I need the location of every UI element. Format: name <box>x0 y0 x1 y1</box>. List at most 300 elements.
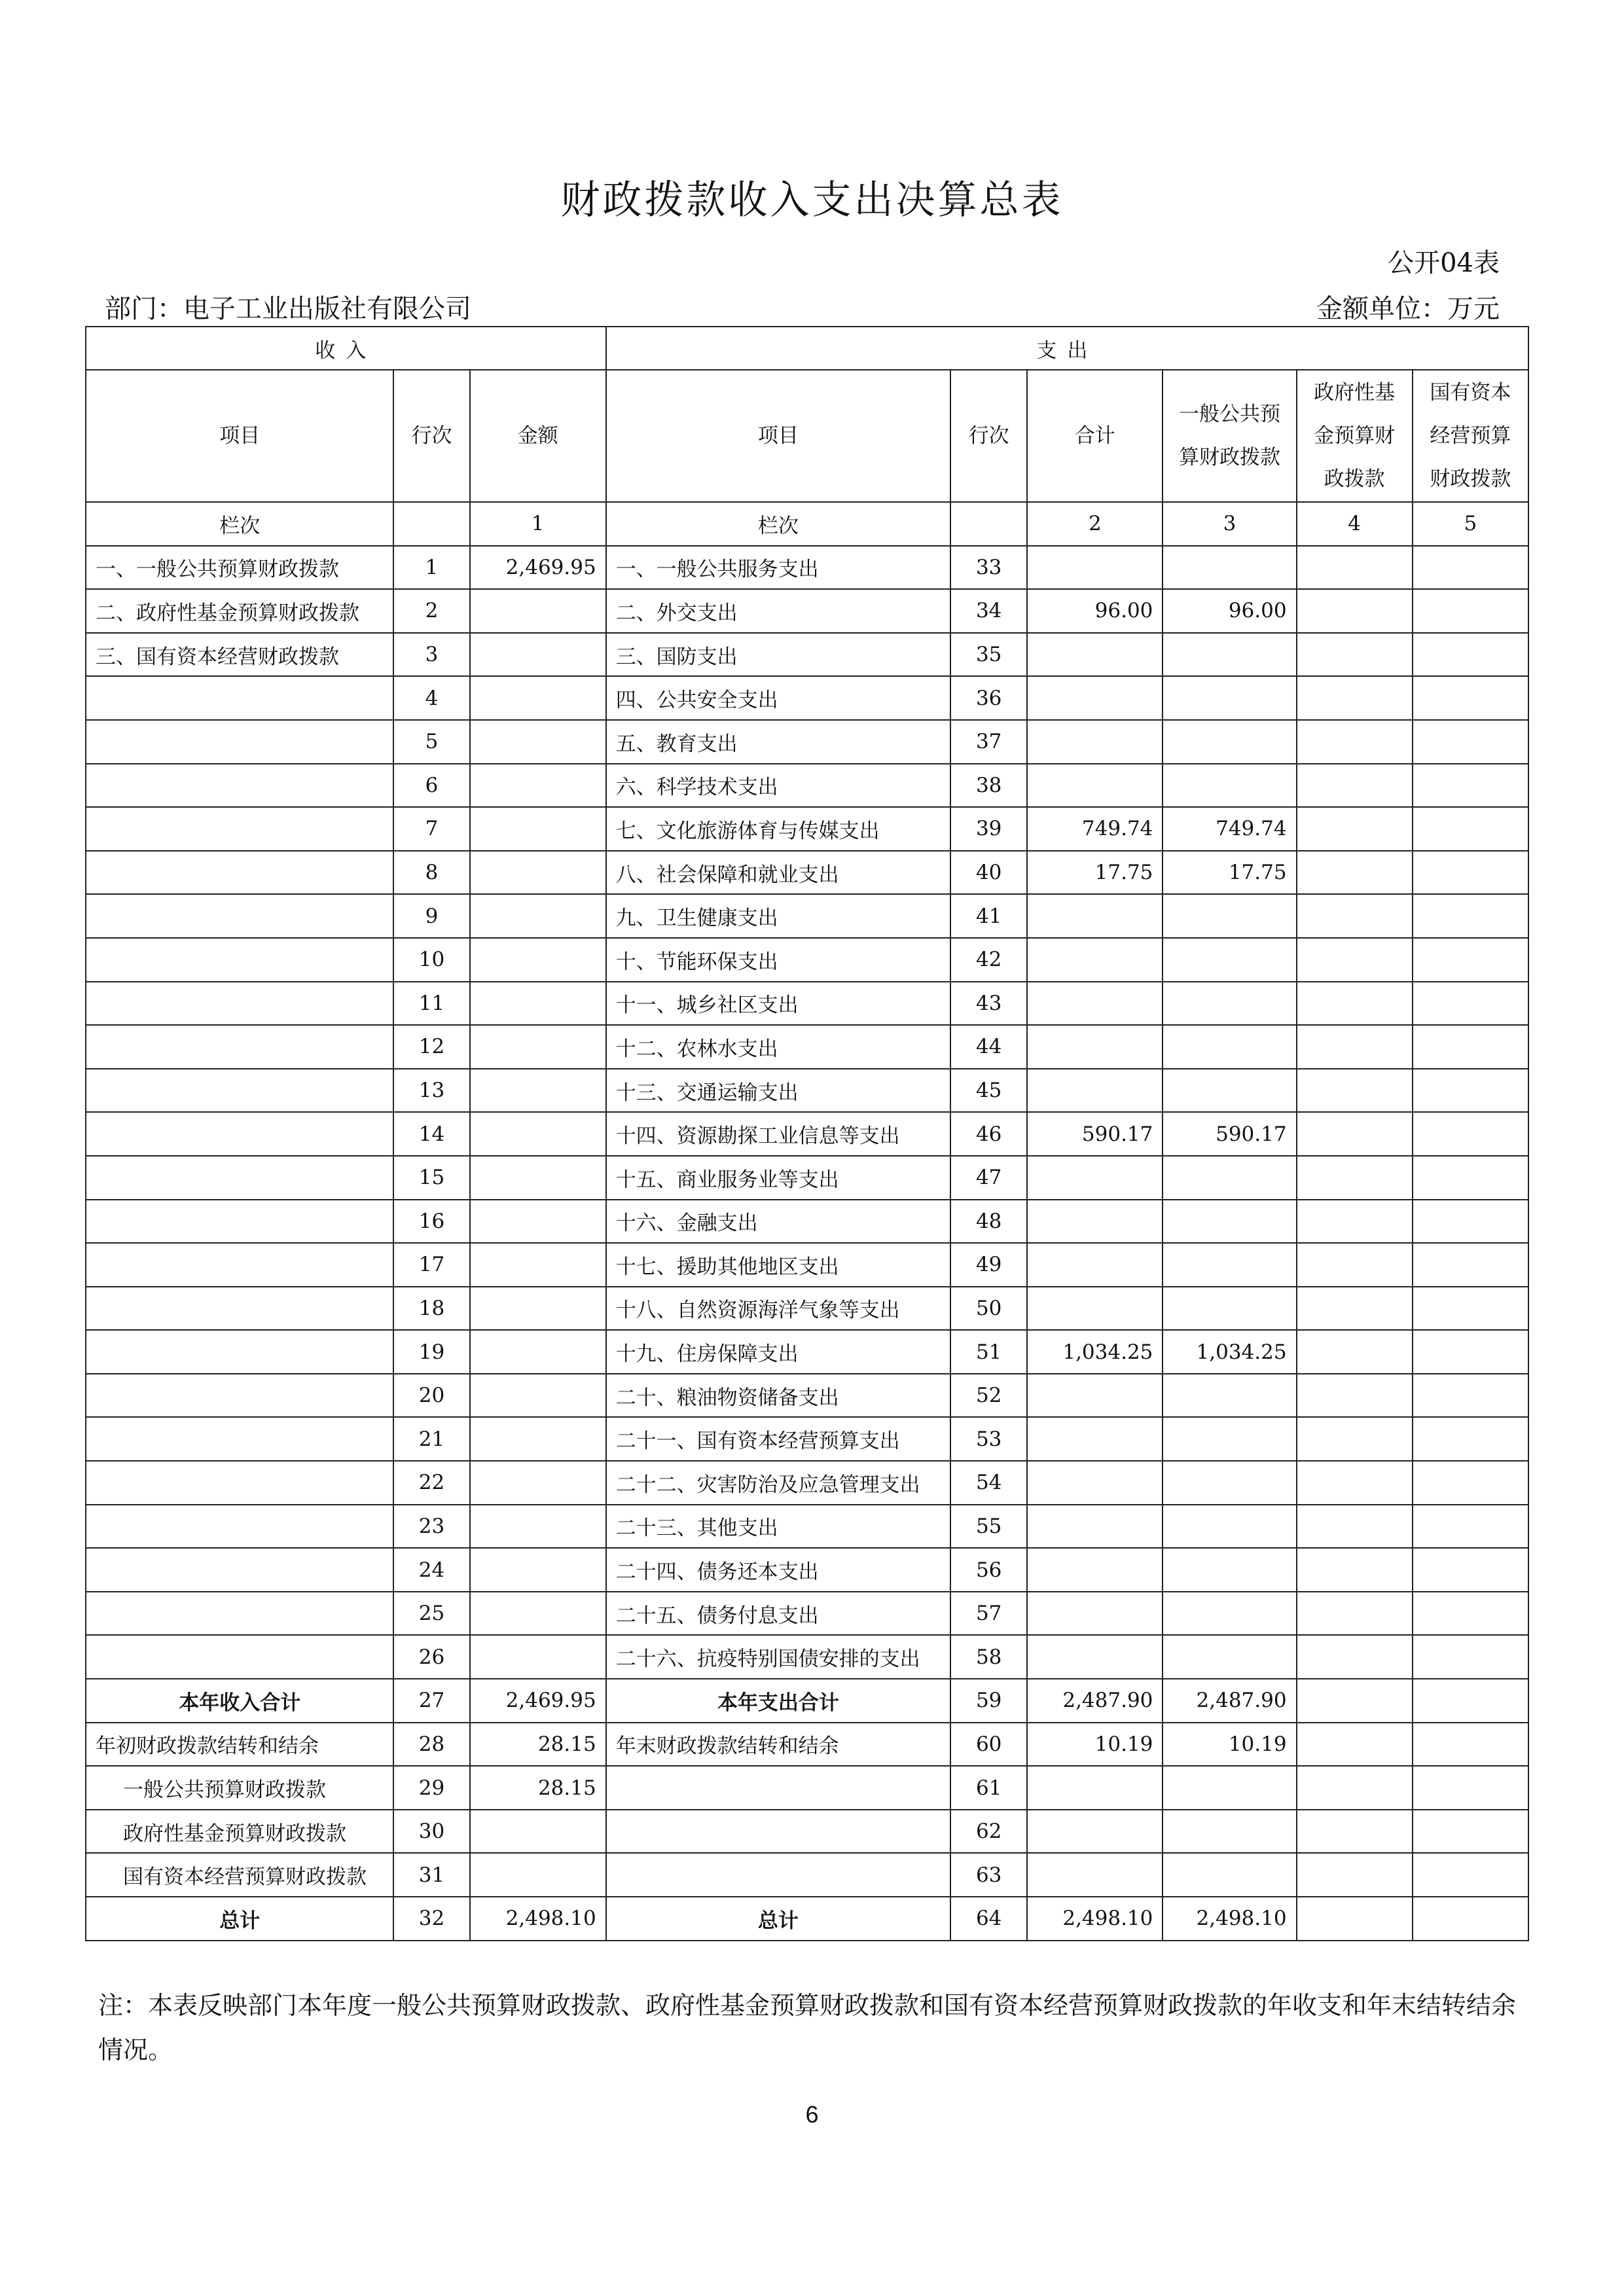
table-row <box>86 1853 1528 1897</box>
cell-state-capital <box>1413 1461 1528 1505</box>
table-row <box>86 1417 1528 1461</box>
cell-income-amount <box>470 894 606 938</box>
column-index-row <box>86 502 1528 546</box>
table-row <box>86 633 1528 677</box>
cell-gov-fund <box>1297 676 1413 720</box>
cell-state-capital <box>1413 807 1528 851</box>
cell-income-line: 32 <box>393 1897 469 1941</box>
col-index-exp-label: 栏次 <box>606 502 950 546</box>
cell-gov-fund <box>1297 1417 1413 1461</box>
cell-state-capital <box>1413 1069 1528 1113</box>
header-row-columns <box>86 370 1528 502</box>
cell-expense-line: 43 <box>950 982 1027 1026</box>
cell-income-item <box>86 1025 393 1069</box>
cell-expense-line: 53 <box>950 1417 1027 1461</box>
cell-state-capital <box>1413 851 1528 895</box>
cell-gov-fund <box>1297 589 1413 633</box>
cell-expense-item: 二十、粮油物资储备支出 <box>606 1374 950 1418</box>
cell-expense-item: 十五、商业服务业等支出 <box>606 1156 950 1200</box>
cell-expense-item: 四、公共安全支出 <box>606 676 950 720</box>
cell-gov-fund <box>1297 633 1413 677</box>
cell-income-item <box>86 894 393 938</box>
cell-gov-fund <box>1297 1679 1413 1723</box>
header-row-groups <box>86 327 1528 370</box>
table-row <box>86 1243 1528 1287</box>
col-header-income-item: 项目 <box>86 370 393 502</box>
table-row <box>86 851 1528 895</box>
cell-total <box>1027 1505 1163 1549</box>
cell-income-amount <box>470 720 606 764</box>
table-row <box>86 1069 1528 1113</box>
cell-state-capital <box>1413 1200 1528 1244</box>
table-row <box>86 1723 1528 1767</box>
cell-state-capital <box>1413 1156 1528 1200</box>
cell-income-amount <box>470 807 606 851</box>
cell-expense-item: 五、教育支出 <box>606 720 950 764</box>
cell-expense-item: 总计 <box>606 1897 950 1941</box>
cell-income-line: 24 <box>393 1548 469 1592</box>
cell-expense-line: 39 <box>950 807 1027 851</box>
cell-income-line: 31 <box>393 1853 469 1897</box>
cell-income-item <box>86 1592 393 1636</box>
cell-expense-item <box>606 1766 950 1810</box>
cell-income-line: 23 <box>393 1505 469 1549</box>
cell-general <box>1163 1025 1296 1069</box>
cell-income-amount <box>470 1243 606 1287</box>
cell-expense-line: 35 <box>950 633 1027 677</box>
cell-state-capital <box>1413 1810 1528 1854</box>
cell-state-capital <box>1413 1330 1528 1374</box>
cell-expense-item: 三、国防支出 <box>606 633 950 677</box>
cell-state-capital <box>1413 1374 1528 1418</box>
cell-gov-fund <box>1297 1374 1413 1418</box>
cell-total: 17.75 <box>1027 851 1163 895</box>
cell-general <box>1163 1200 1296 1244</box>
cell-general <box>1163 633 1296 677</box>
cell-income-amount <box>470 1417 606 1461</box>
cell-expense-line: 36 <box>950 676 1027 720</box>
cell-expense-item: 十六、金融支出 <box>606 1200 950 1244</box>
col-index-state-capital: 5 <box>1413 502 1528 546</box>
cell-expense-item: 十二、农林水支出 <box>606 1025 950 1069</box>
cell-gov-fund <box>1297 1897 1413 1941</box>
cell-income-amount <box>470 633 606 677</box>
cell-total <box>1027 982 1163 1026</box>
cell-income-amount <box>470 1156 606 1200</box>
cell-income-item <box>86 807 393 851</box>
cell-expense-item: 十九、住房保障支出 <box>606 1330 950 1374</box>
cell-state-capital <box>1413 982 1528 1026</box>
table-row <box>86 1592 1528 1636</box>
cell-state-capital <box>1413 1417 1528 1461</box>
cell-state-capital <box>1413 894 1528 938</box>
cell-income-amount <box>470 1810 606 1854</box>
cell-income-item <box>86 1635 393 1679</box>
cell-total <box>1027 633 1163 677</box>
cell-income-item <box>86 1461 393 1505</box>
form-number: 公开04表 <box>1388 248 1500 278</box>
cell-income-amount <box>470 938 606 982</box>
cell-expense-line: 37 <box>950 720 1027 764</box>
cell-total <box>1027 676 1163 720</box>
cell-general <box>1163 1374 1296 1418</box>
cell-income-line: 5 <box>393 720 469 764</box>
cell-general <box>1163 938 1296 982</box>
cell-expense-item: 本年支出合计 <box>606 1679 950 1723</box>
cell-expense-line: 59 <box>950 1679 1027 1723</box>
cell-income-item <box>86 938 393 982</box>
cell-total <box>1027 894 1163 938</box>
cell-income-line: 16 <box>393 1200 469 1244</box>
cell-gov-fund <box>1297 720 1413 764</box>
table-row <box>86 1200 1528 1244</box>
cell-gov-fund <box>1297 1287 1413 1331</box>
department-label: 部门：电子工业出版社有限公司 <box>105 294 471 324</box>
table-row <box>86 1897 1528 1941</box>
cell-general <box>1163 894 1296 938</box>
col-header-expense-line: 行次 <box>950 370 1027 502</box>
cell-expense-item: 二十三、其他支出 <box>606 1505 950 1549</box>
cell-income-line: 13 <box>393 1069 469 1113</box>
cell-gov-fund <box>1297 1330 1413 1374</box>
cell-state-capital <box>1413 1766 1528 1810</box>
cell-income-item <box>86 1330 393 1374</box>
cell-income-item: 三、国有资本经营财政拨款 <box>86 633 393 677</box>
cell-gov-fund <box>1297 807 1413 851</box>
cell-income-item <box>86 1200 393 1244</box>
col-header-total: 合计 <box>1027 370 1163 502</box>
cell-expense-item: 八、社会保障和就业支出 <box>606 851 950 895</box>
cell-expense-line: 44 <box>950 1025 1027 1069</box>
cell-state-capital <box>1413 764 1528 808</box>
table-row <box>86 982 1528 1026</box>
cell-total: 1,034.25 <box>1027 1330 1163 1374</box>
cell-expense-item: 二、外交支出 <box>606 589 950 633</box>
cell-gov-fund <box>1297 1548 1413 1592</box>
cell-income-line: 4 <box>393 676 469 720</box>
cell-income-amount <box>470 1330 606 1374</box>
cell-general <box>1163 1069 1296 1113</box>
cell-expense-item: 二十二、灾害防治及应急管理支出 <box>606 1461 950 1505</box>
cell-income-line: 17 <box>393 1243 469 1287</box>
cell-general <box>1163 1156 1296 1200</box>
cell-expense-line: 50 <box>950 1287 1027 1331</box>
cell-income-line: 25 <box>393 1592 469 1636</box>
cell-general <box>1163 1505 1296 1549</box>
table-row <box>86 1025 1528 1069</box>
cell-total: 96.00 <box>1027 589 1163 633</box>
cell-gov-fund <box>1297 1461 1413 1505</box>
cell-income-line: 10 <box>393 938 469 982</box>
cell-income-line: 7 <box>393 807 469 851</box>
cell-expense-line: 34 <box>950 589 1027 633</box>
cell-income-line: 15 <box>393 1156 469 1200</box>
income-group-header: 收入 <box>86 327 606 370</box>
cell-expense-line: 48 <box>950 1200 1027 1244</box>
cell-income-amount <box>470 1853 606 1897</box>
cell-expense-item <box>606 1853 950 1897</box>
unit-label: 金额单位：万元 <box>1316 294 1500 324</box>
cell-total <box>1027 1200 1163 1244</box>
cell-total <box>1027 1374 1163 1418</box>
cell-general <box>1163 1810 1296 1854</box>
cell-income-item <box>86 1548 393 1592</box>
cell-expense-line: 60 <box>950 1723 1027 1767</box>
cell-expense-line: 47 <box>950 1156 1027 1200</box>
cell-income-line: 21 <box>393 1417 469 1461</box>
table-row <box>86 1156 1528 1200</box>
cell-total: 10.19 <box>1027 1723 1163 1767</box>
cell-gov-fund <box>1297 1069 1413 1113</box>
cell-expense-line: 51 <box>950 1330 1027 1374</box>
cell-general <box>1163 1853 1296 1897</box>
cell-general: 590.17 <box>1163 1112 1296 1156</box>
cell-expense-line: 58 <box>950 1635 1027 1679</box>
cell-income-line: 8 <box>393 851 469 895</box>
col-header-income-line: 行次 <box>393 370 469 502</box>
table-row <box>86 1374 1528 1418</box>
cell-income-item: 二、政府性基金预算财政拨款 <box>86 589 393 633</box>
cell-total <box>1027 1635 1163 1679</box>
cell-gov-fund <box>1297 1156 1413 1200</box>
cell-expense-line: 54 <box>950 1461 1027 1505</box>
cell-income-item <box>86 1374 393 1418</box>
cell-income-amount: 2,498.10 <box>470 1897 606 1941</box>
col-index-general: 3 <box>1163 502 1296 546</box>
cell-income-amount <box>470 1461 606 1505</box>
cell-expense-item: 九、卫生健康支出 <box>606 894 950 938</box>
cell-gov-fund <box>1297 1200 1413 1244</box>
cell-expense-item: 二十五、债务付息支出 <box>606 1592 950 1636</box>
cell-gov-fund <box>1297 938 1413 982</box>
cell-total <box>1027 1461 1163 1505</box>
cell-income-amount <box>470 764 606 808</box>
cell-income-amount: 2,469.95 <box>470 1679 606 1723</box>
cell-general: 749.74 <box>1163 807 1296 851</box>
cell-income-line: 12 <box>393 1025 469 1069</box>
cell-gov-fund <box>1297 1025 1413 1069</box>
cell-income-amount: 28.15 <box>470 1723 606 1767</box>
table-row <box>86 1766 1528 1810</box>
cell-general <box>1163 1635 1296 1679</box>
cell-income-amount <box>470 1025 606 1069</box>
table-row <box>86 1635 1528 1679</box>
cell-state-capital <box>1413 1243 1528 1287</box>
cell-gov-fund <box>1297 1592 1413 1636</box>
cell-expense-line: 63 <box>950 1853 1027 1897</box>
col-index-empty <box>950 502 1027 546</box>
cell-total <box>1027 938 1163 982</box>
cell-income-item <box>86 851 393 895</box>
table-row <box>86 720 1528 764</box>
cell-gov-fund <box>1297 894 1413 938</box>
cell-general <box>1163 1287 1296 1331</box>
cell-income-line: 3 <box>393 633 469 677</box>
cell-gov-fund <box>1297 1853 1413 1897</box>
cell-income-line: 20 <box>393 1374 469 1418</box>
cell-general <box>1163 676 1296 720</box>
col-index-gov-fund: 4 <box>1297 502 1413 546</box>
cell-expense-item: 十一、城乡社区支出 <box>606 982 950 1026</box>
cell-income-amount <box>470 1069 606 1113</box>
cell-expense-line: 56 <box>950 1548 1027 1592</box>
cell-gov-fund <box>1297 982 1413 1026</box>
table-row <box>86 1461 1528 1505</box>
cell-income-amount <box>470 1592 606 1636</box>
cell-total <box>1027 546 1163 590</box>
cell-expense-item: 十四、资源勘探工业信息等支出 <box>606 1112 950 1156</box>
cell-general <box>1163 1548 1296 1592</box>
cell-income-amount <box>470 1287 606 1331</box>
cell-income-amount: 2,469.95 <box>470 546 606 590</box>
page-title: 财政拨款收入支出决算总表 <box>560 177 1064 223</box>
cell-expense-line: 55 <box>950 1505 1027 1549</box>
cell-state-capital <box>1413 720 1528 764</box>
col-index-amount: 1 <box>470 502 606 546</box>
cell-general: 2,487.90 <box>1163 1679 1296 1723</box>
cell-income-item <box>86 764 393 808</box>
cell-state-capital <box>1413 1548 1528 1592</box>
cell-general <box>1163 1592 1296 1636</box>
cell-expense-item: 七、文化旅游体育与传媒支出 <box>606 807 950 851</box>
cell-gov-fund <box>1297 1243 1413 1287</box>
cell-income-item <box>86 1069 393 1113</box>
cell-total <box>1027 1287 1163 1331</box>
cell-income-item: 总计 <box>86 1897 393 1941</box>
cell-income-amount <box>470 1112 606 1156</box>
expense-group-header: 支出 <box>606 327 1528 370</box>
cell-expense-line: 64 <box>950 1897 1027 1941</box>
cell-income-line: 9 <box>393 894 469 938</box>
cell-income-amount <box>470 1200 606 1244</box>
cell-income-item <box>86 1156 393 1200</box>
table-row <box>86 894 1528 938</box>
cell-income-item <box>86 982 393 1026</box>
cell-gov-fund <box>1297 851 1413 895</box>
cell-income-item <box>86 720 393 764</box>
cell-general: 1,034.25 <box>1163 1330 1296 1374</box>
cell-state-capital <box>1413 1679 1528 1723</box>
cell-gov-fund <box>1297 1723 1413 1767</box>
cell-general <box>1163 764 1296 808</box>
cell-expense-line: 41 <box>950 894 1027 938</box>
cell-income-item <box>86 1287 393 1331</box>
cell-income-item: 本年收入合计 <box>86 1679 393 1723</box>
cell-income-line: 11 <box>393 982 469 1026</box>
cell-gov-fund <box>1297 1635 1413 1679</box>
cell-expense-line: 38 <box>950 764 1027 808</box>
cell-gov-fund <box>1297 1112 1413 1156</box>
cell-general <box>1163 1243 1296 1287</box>
cell-expense-line: 62 <box>950 1810 1027 1854</box>
cell-income-line: 28 <box>393 1723 469 1767</box>
cell-total <box>1027 1853 1163 1897</box>
page-number: 6 <box>805 2101 819 2128</box>
cell-total: 749.74 <box>1027 807 1163 851</box>
cell-state-capital <box>1413 1897 1528 1941</box>
cell-gov-fund <box>1297 764 1413 808</box>
cell-gov-fund <box>1297 1505 1413 1549</box>
cell-total <box>1027 1548 1163 1592</box>
cell-income-line: 22 <box>393 1461 469 1505</box>
cell-expense-item: 十七、援助其他地区支出 <box>606 1243 950 1287</box>
cell-income-amount <box>470 851 606 895</box>
cell-total <box>1027 764 1163 808</box>
table-row <box>86 1112 1528 1156</box>
cell-expense-item: 一、一般公共服务支出 <box>606 546 950 590</box>
table-row <box>86 764 1528 808</box>
cell-state-capital <box>1413 589 1528 633</box>
cell-expense-item: 二十六、抗疫特别国债安排的支出 <box>606 1635 950 1679</box>
cell-expense-item: 六、科学技术支出 <box>606 764 950 808</box>
cell-general <box>1163 546 1296 590</box>
cell-expense-item: 十、节能环保支出 <box>606 938 950 982</box>
table-row <box>86 938 1528 982</box>
cell-total <box>1027 1417 1163 1461</box>
cell-general: 96.00 <box>1163 589 1296 633</box>
cell-state-capital <box>1413 1592 1528 1636</box>
cell-income-amount <box>470 1548 606 1592</box>
cell-total <box>1027 1243 1163 1287</box>
cell-income-line: 14 <box>393 1112 469 1156</box>
cell-expense-line: 61 <box>950 1766 1027 1810</box>
cell-state-capital <box>1413 1723 1528 1767</box>
cell-income-line: 19 <box>393 1330 469 1374</box>
cell-general: 10.19 <box>1163 1723 1296 1767</box>
table-row <box>86 1330 1528 1374</box>
table-row <box>86 676 1528 720</box>
cell-total: 2,487.90 <box>1027 1679 1163 1723</box>
cell-income-line: 1 <box>393 546 469 590</box>
cell-expense-item: 年末财政拨款结转和结余 <box>606 1723 950 1767</box>
cell-total: 590.17 <box>1027 1112 1163 1156</box>
cell-income-line: 18 <box>393 1287 469 1331</box>
cell-income-item <box>86 676 393 720</box>
cell-state-capital <box>1413 1025 1528 1069</box>
table-row <box>86 1505 1528 1549</box>
cell-income-item: 政府性基金预算财政拨款 <box>86 1810 393 1854</box>
cell-general <box>1163 982 1296 1026</box>
col-index-empty <box>393 502 469 546</box>
cell-income-amount: 28.15 <box>470 1766 606 1810</box>
table-row <box>86 546 1528 590</box>
cell-expense-item: 二十一、国有资本经营预算支出 <box>606 1417 950 1461</box>
col-index-total: 2 <box>1027 502 1163 546</box>
table-row <box>86 807 1528 851</box>
cell-income-amount <box>470 1505 606 1549</box>
cell-total <box>1027 1025 1163 1069</box>
col-header-state-capital: 国有资本经营预算财政拨款 <box>1413 370 1528 502</box>
cell-state-capital <box>1413 1853 1528 1897</box>
cell-general <box>1163 1461 1296 1505</box>
cell-state-capital <box>1413 1287 1528 1331</box>
cell-income-amount <box>470 982 606 1026</box>
col-header-expense-item: 项目 <box>606 370 950 502</box>
cell-income-line: 2 <box>393 589 469 633</box>
cell-income-item <box>86 1243 393 1287</box>
table-row <box>86 1810 1528 1854</box>
cell-total: 2,498.10 <box>1027 1897 1163 1941</box>
cell-general: 17.75 <box>1163 851 1296 895</box>
cell-income-line: 6 <box>393 764 469 808</box>
cell-total <box>1027 1810 1163 1854</box>
cell-gov-fund <box>1297 546 1413 590</box>
cell-income-item: 国有资本经营预算财政拨款 <box>86 1853 393 1897</box>
cell-general <box>1163 1766 1296 1810</box>
cell-state-capital <box>1413 938 1528 982</box>
cell-total <box>1027 1766 1163 1810</box>
cell-state-capital <box>1413 1635 1528 1679</box>
